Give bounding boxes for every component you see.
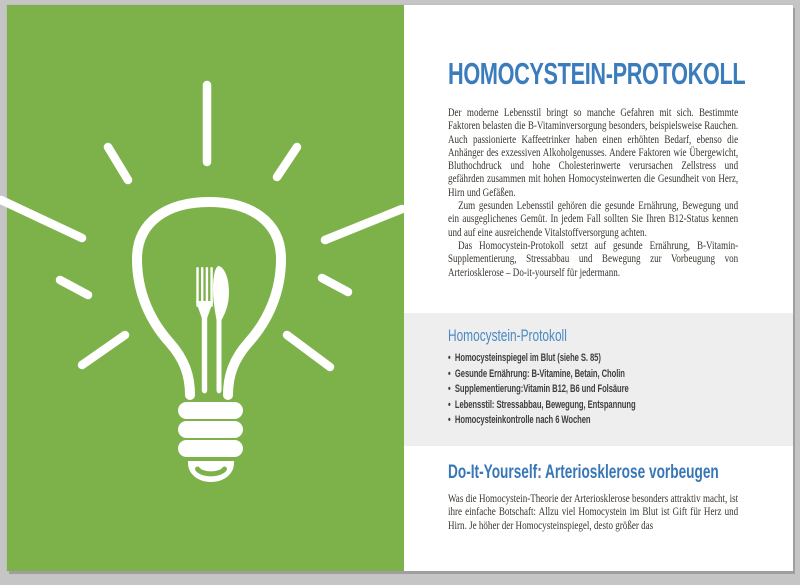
protocol-item: • Lebensstil: Stressabbau, Bewegung, Entspannung	[448, 398, 686, 414]
text-page	[404, 5, 793, 571]
intro-paragraph-1: Der moderne Lebensstil bringt so manche Gefahren mit sich. Bestimmte Faktoren belasten die B-Vitaminversorgung besonders, beispielsweise Rauchen. Auch passionierte Kaffeetrinker haben einen erhöhten Bedarf, ebenso die Anhänger des exzessiven Alkoholgenusses. Andere Faktoren wie Übergewicht, Bluthochdruck und hohe Cholesterinwerte verursachen Zellstress und gefährden zusammen mit hohen Homocysteinwerten die Gesundheit von Herz, Hirn und Gefäßen.	[448, 106, 739, 199]
intro-paragraph-3: Das Homocystein-Protokoll setzt auf gesunde Ernährung, B-Vitamin-Supplementierung, Stressabbau und Bewegung zur Vorbeugung von Arteriosklerose – Do-it-yourself für jedermann.	[448, 238, 739, 279]
page-title: HOMOCYSTEIN-PROTOKOLL	[448, 56, 746, 91]
book-page-spread	[7, 5, 793, 571]
bulb-base-icon	[178, 402, 243, 482]
protocol-bullet-list	[448, 351, 686, 429]
protocol-summary-box	[404, 313, 793, 446]
section-paragraph: Was die Homocystein-Theorie der Arteriosklerose besonders attraktiv macht, ist ihre einfache Botschaft: Allzu viel Homocystein im Blut ist Gift für Herz und Hirn. Je höher der Homocysteinspiegel, desto größer das	[448, 492, 739, 532]
bulb-outline-icon	[137, 202, 281, 395]
protocol-box-heading: Homocystein-Protokoll	[448, 327, 567, 345]
protocol-item: • Supplementierung:Vitamin B12, B6 und Folsäure	[448, 382, 686, 398]
intro-text	[448, 106, 738, 279]
cover-illustration-panel	[7, 5, 404, 571]
protocol-item: • Homocysteinkontrolle nach 6 Wochen	[448, 413, 686, 429]
protocol-item: • Homocysteinspiegel im Blut (siehe S. 85)	[448, 351, 686, 367]
lightbulb-fork-knife-icon	[7, 5, 404, 571]
fork-icon	[196, 267, 213, 393]
section-heading: Do-It-Yourself: Arteriosklerose vorbeugen	[448, 461, 719, 483]
rays-icon	[1, 85, 402, 367]
protocol-item: • Gesunde Ernährung: B-Vitamine, Betain, Cholin	[448, 367, 686, 383]
intro-paragraph-2: Zum gesunden Lebensstil gehören die gesunde Ernährung, Bewegung und ein ausgeglichenes Gemüt. In jedem Fall sollten Sie Ihren B12-Status kennen und auf eine ausreichende Vitalstoffversorgung achten.	[448, 199, 739, 239]
